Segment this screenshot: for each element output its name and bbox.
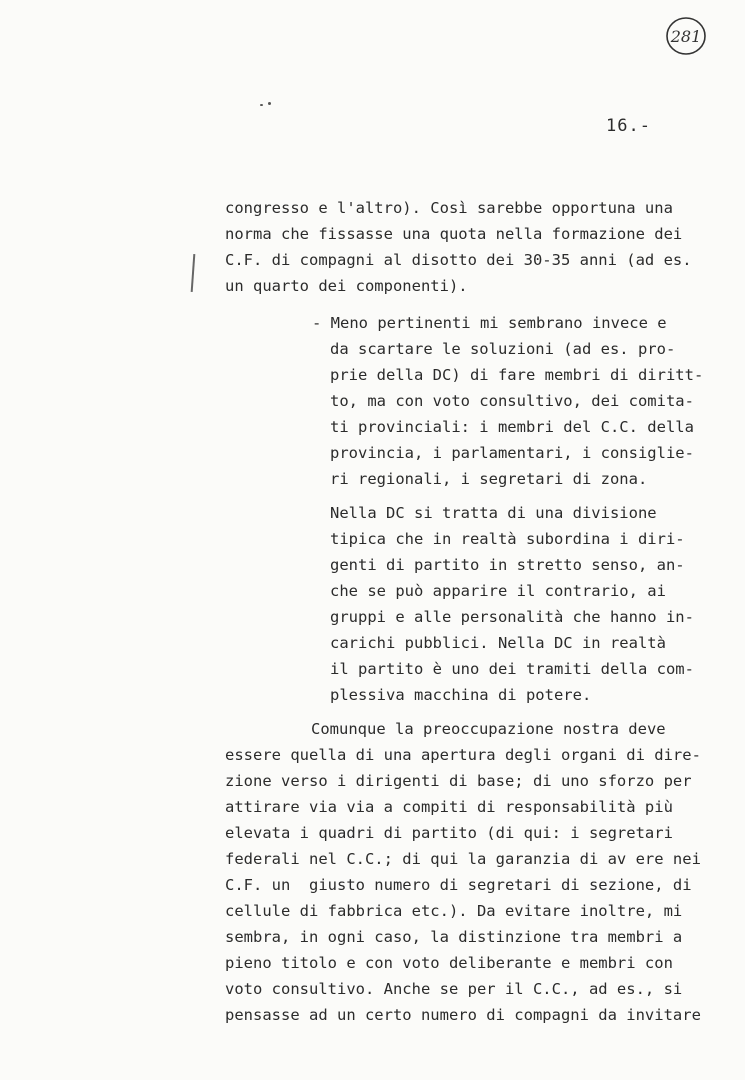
text-line: ti provinciali: i membri del C.C. della (330, 418, 694, 436)
text-line: to, ma con voto consultivo, dei comita- (330, 392, 694, 410)
text-line: prie della DC) di fare membri di diritt- (330, 366, 704, 384)
text-line: attirare via via a compiti di responsabilità più (225, 798, 673, 816)
text-line: da scartare le soluzioni (ad es. pro- (330, 340, 676, 358)
text-line: - Meno pertinenti mi sembrano invece e (312, 314, 667, 332)
text-line: zione verso i dirigenti di base; di uno sforzo per (225, 772, 692, 790)
archive-number-text: 281 (670, 27, 702, 46)
text-line: gruppi e alle personalità che hanno in- (330, 608, 694, 626)
text-line: che se può apparire il contrario, ai (330, 582, 666, 600)
text-line: C.F. un giusto numero di segretari di sezione, di (225, 876, 692, 894)
text-line: Comunque la preoccupazione nostra deve (311, 720, 666, 738)
text-line: carichi pubblici. Nella DC in realtà (330, 634, 666, 652)
archive-number-stamp (664, 14, 708, 58)
circle-stamp-icon (664, 14, 708, 58)
text-line: congresso e l'altro). Così sarebbe opportuna una (225, 199, 673, 217)
scan-speck (268, 102, 271, 105)
text-line: Nella DC si tratta di una divisione (330, 504, 657, 522)
text-line: cellule di fabbrica etc.). Da evitare inoltre, mi (225, 902, 683, 920)
text-line: ri regionali, i segretari di zona. (330, 470, 648, 488)
text-line: elevata i quadri di partito (di qui: i segretari (225, 824, 673, 842)
text-line: sembra, in ogni caso, la distinzione tra membri a (225, 928, 683, 946)
text-line: tipica che in realtà subordina i diri- (330, 530, 685, 548)
text-line: genti di partito in stretto senso, an- (330, 556, 685, 574)
text-line: essere quella di una apertura degli organi di dire- (225, 746, 701, 764)
text-line: un quarto dei componenti). (225, 277, 468, 295)
text-line: voto consultivo. Anche se per il C.C., ad es., si (225, 980, 683, 998)
scan-speck (260, 104, 263, 106)
text-line: provincia, i parlamentari, i consiglie- (330, 444, 694, 462)
text-line: C.F. di compagni al disotto dei 30-35 anni (ad es. (225, 251, 692, 269)
text-line: plessiva macchina di potere. (330, 686, 592, 704)
text-line: pieno titolo e con voto deliberante e membri con (225, 954, 673, 972)
margin-mark (191, 254, 196, 292)
text-line: norma che fissasse una quota nella formazione dei (225, 225, 683, 243)
page-number: 16.- (606, 116, 651, 136)
text-line: pensasse ad un certo numero di compagni da invitare (225, 1006, 701, 1024)
text-line: il partito è uno dei tramiti della com- (330, 660, 694, 678)
text-line: federali nel C.C.; di qui la garanzia di av ere nei (225, 850, 701, 868)
